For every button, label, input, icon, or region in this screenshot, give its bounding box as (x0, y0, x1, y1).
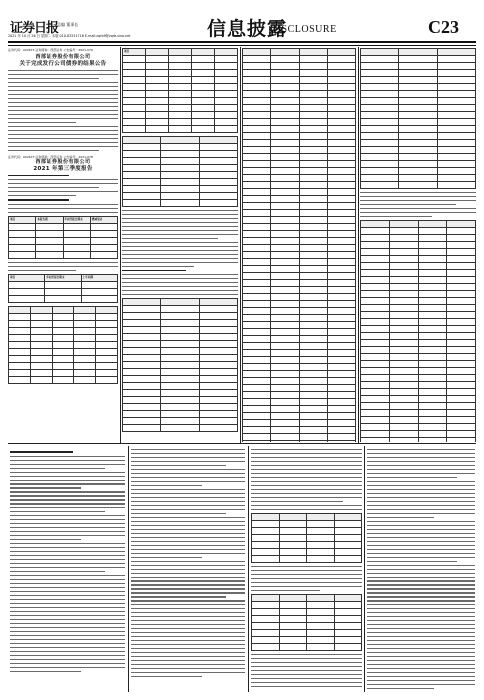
column-4 (360, 48, 476, 442)
report-title: 2021 年第三季度报告 (33, 165, 93, 172)
column-2 (122, 48, 238, 442)
lower-column-2 (131, 449, 245, 680)
column4-table-1 (360, 48, 476, 189)
column2-table-2 (122, 136, 238, 207)
column-divider (240, 47, 241, 443)
column-divider (358, 47, 359, 443)
report-codes: 证券代码：002673 证券简称：西部证券 公告编号：2021-078 (8, 154, 93, 159)
report-body-2 (8, 262, 118, 271)
column2-table-3 (122, 298, 238, 432)
lower-table-2 (251, 594, 362, 651)
column4-text (360, 192, 476, 217)
section-divider (8, 443, 476, 444)
column-divider (120, 47, 121, 443)
lower-column-1 (10, 449, 125, 675)
report-body (8, 175, 118, 213)
section-title: 信息披露 (207, 18, 288, 40)
announcement-title: 关于完成发行公司债券的结果公告 (19, 61, 107, 67)
column-3 (242, 48, 356, 442)
section-title-english: DISCLOSURE (270, 24, 337, 35)
column-divider (128, 446, 129, 692)
securities-codes: 证券代码：002673 证券简称：西部证券 公告编号：2021-079 (8, 48, 93, 52)
left-column (8, 48, 118, 442)
lower-column-3-text (251, 449, 362, 510)
masthead-date-line: 2021 年 10 月 26 日 星期二 本版 010-83251716 E-mail:zqrb9@zqrb.sina.net (8, 34, 131, 38)
lower-column-4 (367, 449, 475, 692)
logo-subtitle: 总编 董事长 (57, 22, 79, 27)
lower-column-3 (251, 449, 362, 689)
financial-table-2: 项目 年初至报告期末 上年同期 (8, 274, 118, 303)
lower-column-3-text-2 (251, 566, 362, 591)
column-divider (248, 446, 249, 692)
page-number: C23 (428, 17, 459, 37)
column2-table-top: 项目 (122, 48, 238, 133)
column4-table-2 (360, 220, 476, 442)
company-name: 西部证券股份有限公司 (35, 54, 91, 60)
column-divider (364, 446, 365, 692)
financial-table-3 (8, 306, 118, 384)
column3-table (242, 48, 356, 442)
lower-table-1 (251, 513, 362, 563)
column2-text (122, 210, 238, 295)
masthead-rule-thin (8, 45, 476, 46)
lower-column-3-text-3 (251, 654, 362, 689)
masthead-rule (8, 41, 476, 43)
financial-table: 项目 本报告期 年初至报告期末 增减变动 (8, 216, 118, 259)
newspaper-logo: 证券日报 (10, 21, 59, 36)
report-company-name: 西部证券股份有限公司 (35, 158, 91, 165)
announcement-body (8, 70, 118, 151)
